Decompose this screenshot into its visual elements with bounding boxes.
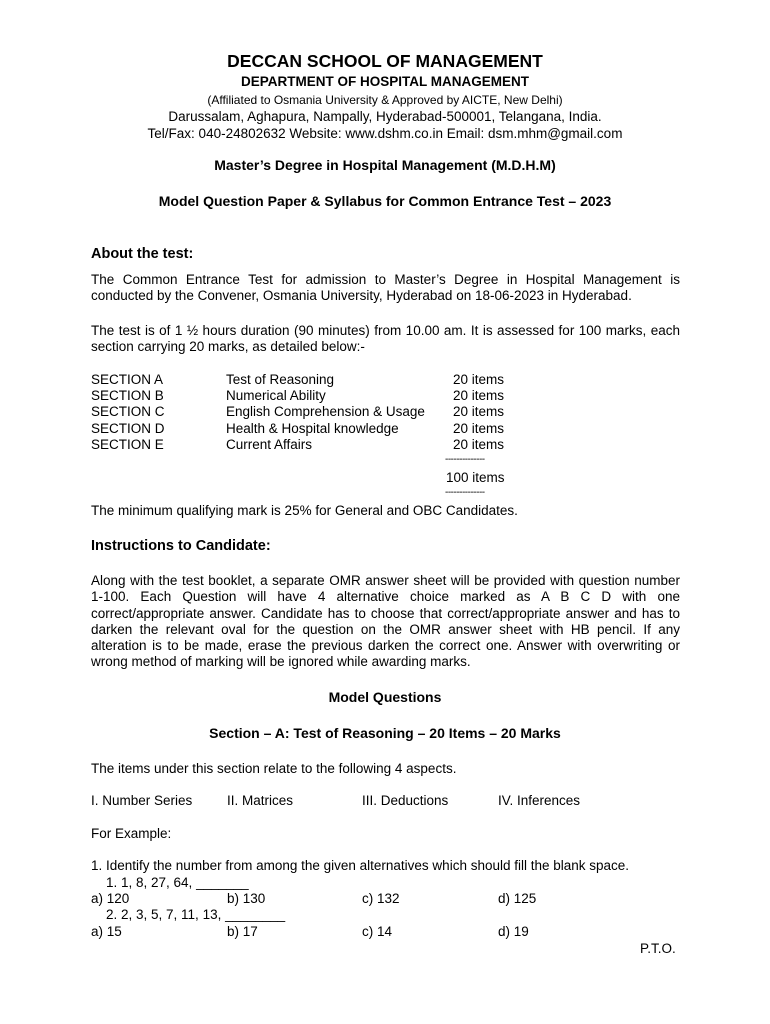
section-items: 20 items — [453, 372, 505, 387]
section-row — [91, 388, 521, 404]
option-a: a) 15 — [91, 924, 122, 939]
model-questions-heading: Model Questions — [328, 689, 442, 705]
about-paragraph-2: The test is of 1 ½ hours duration (90 minutes) from 10.00 am. It is assessed for 100 marks, each section carrying 20 marks, as detailed below:- — [91, 323, 680, 355]
section-row — [91, 437, 521, 453]
section-topic: Current Affairs — [226, 437, 313, 452]
total-divider-bottom: -------------- — [445, 487, 485, 498]
section-label: SECTION D — [91, 421, 165, 436]
section-items: 20 items — [453, 404, 505, 419]
aspect-item: I. Number Series — [91, 793, 193, 808]
section-topic: Health & Hospital knowledge — [226, 421, 399, 436]
total-items: 100 items — [446, 470, 505, 485]
sub-question-1: 1. 1, 8, 27, 64, _______ — [106, 875, 249, 890]
section-row — [91, 404, 521, 420]
option-d: d) 125 — [498, 891, 537, 906]
contact-line: Tel/Fax: 040-24802632 Website: www.dshm.co.in Email: dsm.mhm@gmail.com — [147, 126, 623, 141]
sub-question-2: 2. 2, 3, 5, 7, 11, 13, ________ — [106, 907, 286, 922]
section-items: 20 items — [453, 437, 505, 452]
section-row — [91, 421, 521, 437]
section-topic: Numerical Ability — [226, 388, 326, 403]
section-label: SECTION B — [91, 388, 164, 403]
option-c: c) 132 — [362, 891, 400, 906]
paper-title: Model Question Paper & Syllabus for Common Entrance Test – 2023 — [158, 193, 612, 209]
section-items: 20 items — [453, 388, 505, 403]
option-b: b) 17 — [227, 924, 258, 939]
address: Darussalam, Aghapura, Nampally, Hyderabad-500001, Telangana, India. — [168, 109, 602, 124]
section-row — [91, 372, 521, 388]
instructions-text: Along with the test booklet, a separate OMR answer sheet will be provided with question number 1-100. Each Question will have 4 alternative choice marked as A B C D with one correct/appropriate answer. Candidate has to choose that correct/appropriate answer and has to darken the relevant oval for the question on the OMR answer sheet with HB pencil. If any alteration is to be made, erase the previous darken the correct one. Answer with overwriting or wrong method of marking will be ignored while awarding marks. — [91, 573, 680, 670]
option-a: a) 120 — [91, 891, 130, 906]
example-label: For Example: — [91, 826, 172, 841]
section-intro: The items under this section relate to the following 4 aspects. — [91, 761, 457, 776]
section-a-heading: Section – A: Test of Reasoning – 20 Items – 20 Marks — [209, 725, 561, 741]
option-b: b) 130 — [227, 891, 266, 906]
program-title: Master’s Degree in Hospital Management (M.D.H.M) — [214, 157, 556, 173]
question-1: 1. Identify the number from among the given alternatives which should fill the blank space. — [91, 858, 630, 873]
section-label: SECTION A — [91, 372, 164, 387]
aspect-item: II. Matrices — [227, 793, 294, 808]
aspect-item: III. Deductions — [362, 793, 449, 808]
instructions-heading: Instructions to Candidate: — [91, 538, 271, 554]
aspect-item: IV. Inferences — [498, 793, 581, 808]
section-items: 20 items — [453, 421, 505, 436]
school-name: DECCAN SCHOOL OF MANAGEMENT — [227, 51, 543, 71]
total-divider-top: -------------- — [445, 454, 485, 465]
about-paragraph-1: The Common Entrance Test for admission to Master’s Degree in Hospital Management is conducted by the Convener, Osmania University, Hyderabad on 18-06-2023 in Hyderabad. — [91, 272, 680, 304]
section-label: SECTION E — [91, 437, 164, 452]
affiliation: (Affiliated to Osmania University & Approved by AICTE, New Delhi) — [207, 93, 563, 107]
about-heading: About the test: — [91, 246, 194, 262]
page-turn-note: P.T.O. — [640, 941, 676, 956]
section-topic: English Comprehension & Usage — [226, 404, 425, 419]
option-d: d) 19 — [498, 924, 529, 939]
section-label: SECTION C — [91, 404, 165, 419]
qualifying-mark: The minimum qualifying mark is 25% for General and OBC Candidates. — [91, 503, 518, 518]
department-name: DEPARTMENT OF HOSPITAL MANAGEMENT — [241, 74, 529, 89]
option-c: c) 14 — [362, 924, 393, 939]
section-topic: Test of Reasoning — [226, 372, 335, 387]
